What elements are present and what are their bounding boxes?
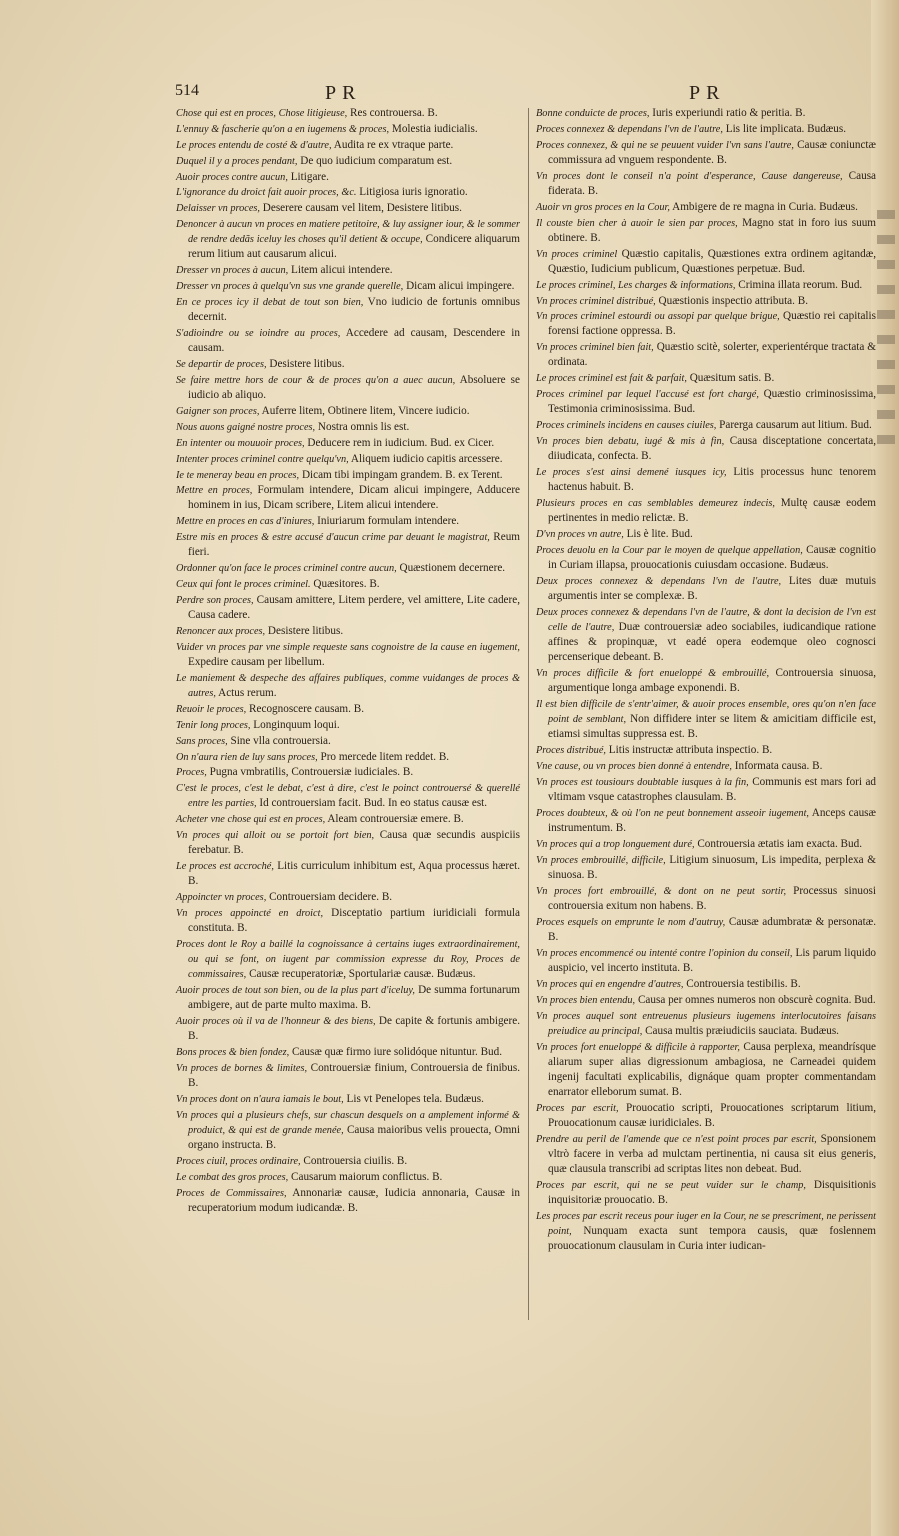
french-headword: Vn proces dont le conseil n'a point d'esperance, Cause dangereuse, xyxy=(536,170,843,182)
dictionary-entry xyxy=(176,781,520,811)
latin-translation: Lis lite implicata. Budæus. xyxy=(725,122,846,135)
latin-translation: Causa multis præiudiciis sauciata. Budæus. xyxy=(645,1024,839,1037)
latin-translation: Litigium sinuosum, Lis impedita, perplexa & sinuosa. B. xyxy=(548,853,876,881)
latin-translation: Annonariæ causæ, Iudicia annonaria, Causæ in recuperatorium modum iudicandæ. B. xyxy=(188,1186,520,1214)
french-headword: Tenir long proces, xyxy=(176,719,251,731)
french-headword: D'vn proces vn autre, xyxy=(536,529,624,541)
latin-translation: Audita re ex vtraque parte. xyxy=(333,138,454,151)
dictionary-entry xyxy=(176,326,520,356)
dictionary-entry xyxy=(176,1045,520,1060)
dictionary-entry xyxy=(176,765,520,780)
latin-translation: Vno iudicio de fortunis omnibus decernit. xyxy=(188,296,520,324)
french-headword: Appoincter vn proces, xyxy=(176,892,267,904)
french-headword: Le combat des gros proces, xyxy=(176,1171,289,1183)
latin-translation: Litis instructæ attributa inspectio. B. xyxy=(608,744,773,757)
french-headword: Estre mis en proces & estre accusé d'aucun crime par deuant le magistrat, xyxy=(176,532,490,544)
latin-translation: Nunquam exacta sunt tempora causis, quæ foslennem prouocationum clausulam in Curia inter iudican- xyxy=(548,1224,876,1252)
latin-translation: Causa fiderata. B. xyxy=(548,169,877,197)
french-headword: Ie te meneray beau en proces, xyxy=(176,469,300,481)
latin-translation: Expedire causam per libellum. xyxy=(188,656,325,668)
dictionary-entry xyxy=(176,718,520,733)
dictionary-entry xyxy=(176,937,520,982)
dictionary-entry xyxy=(536,915,876,945)
french-headword: On n'aura rien de luy sans proces, xyxy=(176,751,318,763)
latin-translation: Pro mercede litem reddet. B. xyxy=(320,750,450,763)
dictionary-entry xyxy=(536,309,876,339)
dictionary-entry xyxy=(176,420,520,435)
french-headword: Le maniement & despeche des affaires publiques, comme vuidanges de proces & autres, xyxy=(176,672,520,699)
dictionary-entry xyxy=(176,201,520,216)
latin-translation: Accedere ad causam, Descendere in causam. xyxy=(188,327,520,355)
dictionary-entry xyxy=(536,496,876,526)
page-number: 514 xyxy=(175,82,199,99)
dictionary-entry xyxy=(536,743,876,758)
french-headword: Le proces est accroché, xyxy=(176,861,274,873)
dictionary-entry xyxy=(176,906,520,936)
french-headword: Proces par escrit, xyxy=(536,1102,619,1114)
latin-translation: Quæsitum satis. B. xyxy=(689,372,775,385)
dictionary-entry xyxy=(176,404,520,419)
french-headword: Plusieurs proces en cas semblables demeurez indecis, xyxy=(536,498,775,510)
french-headword: Proces deuolu en la Cour par le moyen de quelque appellation, xyxy=(536,544,803,556)
french-headword: Il couste bien cher à auoir le sien par proces, xyxy=(536,217,738,229)
french-headword: Proces criminels incidens en causes ciuiles, xyxy=(536,420,717,432)
french-headword: Dresser vn proces à aucun, xyxy=(176,265,289,277)
latin-translation: Auferre litem, Obtinere litem, Vincere iudicio. xyxy=(261,404,470,417)
latin-translation: Actus rerum. xyxy=(218,686,277,699)
latin-translation: Sine vlla controuersia. xyxy=(230,734,331,747)
latin-translation: Controuersia ciuilis. B. xyxy=(303,1154,408,1167)
dictionary-entry xyxy=(176,483,520,513)
right-column xyxy=(536,106,876,1255)
french-headword: Proces de Commissaires, xyxy=(176,1187,287,1199)
latin-translation: Quæstionis inspectio attributa. B. xyxy=(658,294,809,307)
dictionary-entry xyxy=(176,1014,520,1044)
dictionary-entry xyxy=(176,1170,520,1185)
latin-translation: Causæ quæ firmo iure solidóque nituntur. Bud. xyxy=(291,1046,503,1059)
latin-translation: Quæstionem decernere. xyxy=(399,562,506,575)
latin-translation: Quæstio scitè, solerter, experientérque tractata & ordinata. xyxy=(548,341,876,369)
latin-translation: Aleam controuersiæ emere. B. xyxy=(327,813,464,826)
latin-translation: Quæstio capitalis, Quæstiones extra ordinem agitandæ, Quæstio, Iudicium publicum, Quæstiones perpetuæ. Bud. xyxy=(548,247,876,275)
latin-translation: De summa fortunarum ambigere, aut de parte multo maxima. B. xyxy=(188,984,520,1012)
french-headword: Denoncer à aucun vn proces en matiere petitoire, & luy assigner iour, & le sommer de rendre dedãs iceluy les choses qu'il detient & occupe, xyxy=(176,219,520,246)
latin-translation: Causam amittere, Litem perdere, vel amittere, Lite cadere, Causa cadere. xyxy=(188,594,520,622)
latin-translation: Iniuriarum formulam intendere. xyxy=(317,515,460,528)
latin-translation: Desistere litibus. xyxy=(267,625,344,638)
french-headword: Proces esquels on emprunte le nom d'autruy, xyxy=(536,916,726,928)
latin-translation: Molestia iudicialis. xyxy=(391,122,478,135)
french-headword: Le proces s'est ainsi demené iusques icy, xyxy=(536,467,727,479)
dictionary-entry xyxy=(176,514,520,529)
french-headword: Deux proces connexez & dependans l'vn de l'autre, xyxy=(536,575,782,587)
latin-translation: Causa maioribus velis prouecta, Omni organo instructa. B. xyxy=(188,1123,520,1152)
dictionary-entry xyxy=(536,837,876,852)
dictionary-entry xyxy=(536,1209,876,1254)
french-headword: Mettre en proces, xyxy=(176,485,253,497)
dictionary-entry xyxy=(536,138,876,168)
dictionary-entry xyxy=(176,373,520,403)
latin-translation: Controuersiam decidere. B. xyxy=(269,891,393,904)
dictionary-entry xyxy=(536,527,876,542)
dictionary-entry xyxy=(536,1178,876,1208)
dictionary-entry xyxy=(536,465,876,495)
dictionary-entry xyxy=(536,434,876,464)
french-headword: Auoir proces contre aucun, xyxy=(176,171,288,183)
dictionary-entry xyxy=(176,452,520,467)
french-headword: Nous auons gaigné nostre proces, xyxy=(176,421,316,433)
latin-translation: Causæ cognitio in Curiam illapsa, prouocationis cuiusdam occasione. Budæus. xyxy=(548,543,877,572)
french-headword: Vn proces embrouillé, difficile, xyxy=(536,854,666,866)
dictionary-entry xyxy=(536,666,876,696)
dictionary-entry xyxy=(536,697,876,742)
latin-translation: Recognoscere causam. B. xyxy=(249,702,364,715)
running-head-left: PR xyxy=(325,82,362,104)
latin-translation: Formulam intendere, Dicam alicui impingere, Adducere hominem in ius, Dicam scribere, Litem alicui intendere. xyxy=(188,484,521,512)
french-headword: Sans proces, xyxy=(176,735,228,747)
french-headword: Proces connexez, & qui ne se peuuent vuider l'vn sans l'autre, xyxy=(536,139,794,151)
latin-translation: Iuris experiundi ratio & peritia. B. xyxy=(652,107,806,119)
french-headword: Bons proces & bien fondez, xyxy=(176,1047,290,1059)
dictionary-entry xyxy=(176,593,520,623)
latin-translation: Controuersia sinuosa, argumentique longa ambage exponendi. B. xyxy=(548,667,876,695)
dictionary-entry xyxy=(536,294,876,309)
dictionary-entry xyxy=(536,543,876,573)
latin-translation: Litis curriculum inhibitum est, Aqua processus hæret. B. xyxy=(188,860,521,888)
latin-translation: Causa quæ secundis auspiciis ferebatur. B. xyxy=(188,829,521,857)
dictionary-entry xyxy=(536,759,876,774)
latin-translation: Res controuersa. B. xyxy=(350,107,438,119)
dictionary-entry xyxy=(176,295,520,325)
dictionary-entry xyxy=(176,106,520,121)
dictionary-entry xyxy=(536,993,876,1008)
dictionary-entry xyxy=(176,828,520,858)
french-headword: Vuider vn proces par vne simple requeste sans cognoistre de la cause en iugement, xyxy=(176,641,520,653)
french-headword: Reuoir le proces, xyxy=(176,703,247,715)
latin-translation: Litem alicui intendere. xyxy=(291,264,393,277)
french-headword: Vn proces qui alloit ou se portoit fort bien, xyxy=(176,830,375,842)
french-headword: Vn proces criminel distribué, xyxy=(536,295,656,307)
latin-translation: Duæ controuersiæ adeo sociabiles, iudicandique ratione affines & propinquæ, vt eadé opera eodemque oleo cognosci percenserique debeant. B. xyxy=(548,621,876,664)
french-headword: Ceux qui font le proces criminel. xyxy=(176,579,311,591)
latin-translation: Desistere litibus. xyxy=(269,358,345,371)
french-headword: Proces ciuil, proces ordinaire, xyxy=(176,1155,301,1167)
french-headword: Proces distribué, xyxy=(536,745,606,757)
dictionary-entry xyxy=(536,1009,876,1039)
dictionary-entry xyxy=(176,671,520,701)
latin-translation: Magno stat in foro ius suum obtinere. B. xyxy=(548,216,877,244)
dictionary-entry xyxy=(536,169,876,199)
dictionary-entry xyxy=(176,734,520,749)
french-headword: Vn proces qui a trop longuement duré, xyxy=(536,838,695,850)
french-headword: Vn proces est tousiours doubtable iusques à la fin, xyxy=(536,776,749,788)
dictionary-entry xyxy=(536,371,876,386)
dictionary-entry xyxy=(176,750,520,765)
french-headword: Ordonner qu'on face le proces criminel contre aucun, xyxy=(176,563,397,575)
latin-translation: Processus sinuosi controuersia exitum non habens. B. xyxy=(548,884,876,912)
french-headword: Vn proces appoincté en droict, xyxy=(176,908,324,920)
dictionary-entry xyxy=(536,1132,876,1177)
latin-translation: Nostra omnis lis est. xyxy=(317,420,410,433)
french-headword: Vn proces bien entendu, xyxy=(536,994,636,1006)
french-headword: Vn proces bien debatu, iugé & mis à fin, xyxy=(536,436,725,448)
latin-translation: Parerga causarum aut litium. Bud. xyxy=(719,419,872,432)
french-headword: Auoir proces de tout son bien, ou de la plus part d'iceluy, xyxy=(176,985,415,997)
french-headword: Vn proces de bornes & limites, xyxy=(176,1062,308,1074)
latin-translation: Dicam alicui impingere. xyxy=(406,280,515,293)
french-headword: Proces criminel par lequel l'accusé est fort chargé, xyxy=(536,389,759,401)
dictionary-entry xyxy=(536,106,876,121)
latin-translation: Causarum maiorum conflictus. B. xyxy=(291,1170,443,1183)
latin-translation: Litigiosa iuris ignoratio. xyxy=(359,186,468,199)
french-headword: Auoir proces où il va de l'honneur & des biens, xyxy=(176,1016,376,1028)
latin-translation: Non diffidere inter se litem & amicitiam difficile est, etiamsi simultas suppressa est. B. xyxy=(548,713,877,741)
latin-translation: Causa perplexa, meandrísque aliarum super alias digressionum ambagiosa, ne Carneadei quidem ingenij facultati explicabilis, dignáque quam propter commentandam enarrator elleborum sumat. B. xyxy=(548,1040,877,1098)
french-headword: Vn proces criminel xyxy=(536,248,618,260)
dictionary-entry xyxy=(176,1061,520,1091)
french-headword: Renoncer aux proces, xyxy=(176,626,266,638)
dictionary-entry xyxy=(176,530,520,560)
latin-translation: Ambigere de re magna in Curia. Budæus. xyxy=(672,200,858,213)
dictionary-entry xyxy=(536,884,876,914)
facing-page-text-fragments xyxy=(877,210,895,460)
dictionary-entry xyxy=(176,1186,520,1216)
french-headword: Vn proces auquel sont entreuenus plusieurs iugemens interlocutoires faisans preiudice au principal, xyxy=(536,1010,876,1037)
column-divider xyxy=(528,108,529,1320)
dictionary-entry xyxy=(176,702,520,717)
french-headword: Vn proces difficile & fort enueloppé & embrouillé, xyxy=(536,668,770,680)
dictionary-entry xyxy=(536,605,876,665)
latin-translation: Lis è lite. Bud. xyxy=(626,528,693,541)
latin-translation: Disceptatio partium iuridiciali formula constituta. B. xyxy=(188,907,521,935)
dictionary-entry xyxy=(176,170,520,185)
dictionary-entry xyxy=(176,217,520,262)
latin-translation: Crimina illata reorum. Bud. xyxy=(738,278,863,291)
french-headword: Le proces criminel est fait & parfait, xyxy=(536,373,687,385)
french-headword: Perdre son proces, xyxy=(176,595,254,607)
latin-translation: Lis parum liquido auspicio, vel incerto instituta. B. xyxy=(548,946,877,974)
latin-translation: Absoluere se iudicio ab aliquo. xyxy=(188,373,520,402)
french-headword: Vn proces qui en engendre d'autres, xyxy=(536,978,684,990)
dictionary-entry xyxy=(176,263,520,278)
latin-translation: Anceps causæ instrumentum. B. xyxy=(548,806,876,835)
french-headword: Duquel il y a proces pendant, xyxy=(176,155,298,167)
french-headword: Gaigner son proces, xyxy=(176,405,260,417)
french-headword: Proces par escrit, qui ne se peut vuider sur le champ, xyxy=(536,1179,806,1191)
dictionary-entry xyxy=(536,247,876,277)
french-headword: Vn proces criminel estourdi ou assopi par quelque brigue, xyxy=(536,311,780,323)
french-headword: L'ennuy & fascherie qu'on a en iugemens & proces, xyxy=(176,123,390,135)
latin-translation: Id controuersiam facit. Bud. In eo status causæ est. xyxy=(259,797,488,810)
french-headword: L'ignorance du droict fait auoir proces, &c. xyxy=(176,187,357,199)
dictionary-entry xyxy=(176,279,520,294)
latin-translation: Aliquem iudicio capitis arcessere. xyxy=(350,452,503,465)
latin-translation: Deserere causam vel litem, Desistere litibus. xyxy=(262,202,462,215)
french-headword: Vn proces qui a plusieurs chefs, sur chascun desquels on a amplement informé & produict, & qui est de grande menée, xyxy=(176,1109,520,1136)
dictionary-entry xyxy=(176,468,520,483)
latin-translation: Controuersia testibilis. B. xyxy=(686,977,801,990)
french-headword: Proces connexez & dependans l'vn de l'autre, xyxy=(536,123,723,135)
dictionary-entry xyxy=(536,122,876,137)
latin-translation: Quæstio rei capitalis forensi factione oppressa. B. xyxy=(548,310,876,338)
latin-translation: Dicam tibi impingam grandem. B. ex Terent. xyxy=(301,468,503,481)
dictionary-entry xyxy=(536,1101,876,1131)
latin-translation: De capite & fortunis ambigere. B. xyxy=(188,1015,520,1043)
latin-translation: Quæstio criminosissima, Testimonia criminosissima. Bud. xyxy=(548,388,877,416)
latin-translation: Quæsitores. B. xyxy=(313,578,380,591)
dictionary-entry xyxy=(176,859,520,889)
dictionary-entry xyxy=(536,200,876,215)
french-headword: En intenter ou mouuoir proces, xyxy=(176,437,305,449)
dictionary-entry xyxy=(536,977,876,992)
dictionary-entry xyxy=(176,436,520,451)
french-headword: Vn proces criminel bien fait, xyxy=(536,342,654,354)
dictionary-entry xyxy=(176,1092,520,1107)
dictionary-entry xyxy=(176,1154,520,1169)
french-headword: S'adioindre ou se ioindre au proces, xyxy=(176,328,341,340)
french-headword: Mettre en proces en cas d'iniures, xyxy=(176,516,315,528)
dictionary-entry xyxy=(176,138,520,153)
french-headword: Deux proces connexez & dependans l'vn de l'autre, & dont la decision de l'vn est celle de l'autre, xyxy=(536,606,876,634)
dictionary-entry xyxy=(176,561,520,576)
latin-translation: De quo iudicium comparatum est. xyxy=(300,154,453,167)
dictionary-entry xyxy=(176,577,520,592)
latin-translation: Controuersia ætatis iam exacta. Bud. xyxy=(697,837,862,850)
latin-translation: Condicere aliquarum rerum litium aut causarum alicui. xyxy=(188,233,520,261)
french-headword: Vn proces encommencé ou intenté contre l'opinion du conseil, xyxy=(536,947,793,959)
dictionary-entry xyxy=(536,278,876,293)
latin-translation: Lis vt Penelopes tela. Budæus. xyxy=(346,1092,484,1105)
dictionary-entry xyxy=(536,216,876,246)
latin-translation: Causæ coniunctæ commissura ad vnguem respondente. B. xyxy=(548,138,877,166)
french-headword: Se faire mettre hors de cour & de proces qu'on a auec aucun, xyxy=(176,374,456,386)
french-headword: Vn proces dont on n'aura iamais le bout, xyxy=(176,1093,344,1105)
dictionary-entry xyxy=(176,154,520,169)
latin-translation: Deducere rem in iudicium. Bud. ex Cicer. xyxy=(307,436,495,449)
dictionary-entry xyxy=(176,185,520,200)
latin-translation: Pugna vmbratilis, Controuersiæ iudiciales. B. xyxy=(209,766,414,779)
latin-translation: Longinquum loqui. xyxy=(253,718,340,731)
french-headword: Proces, xyxy=(176,767,207,779)
latin-translation: Causa disceptatione concertata, diiudicata, confecta. B. xyxy=(548,435,876,463)
dictionary-entry xyxy=(536,775,876,805)
french-headword: Delaisser vn proces, xyxy=(176,203,260,215)
latin-translation: Causæ adumbratæ & personatæ. B. xyxy=(548,915,877,943)
running-head-right: PR xyxy=(689,82,726,104)
french-headword: Les proces par escrit receus pour iuger en la Cour, ne se prescriment, ne perissent point, xyxy=(536,1210,876,1237)
dictionary-entry xyxy=(176,890,520,905)
dictionary-entry xyxy=(536,574,876,604)
dictionary-entry xyxy=(176,122,520,137)
latin-translation: Multę causæ eodem pertinentes in medio relictæ. B. xyxy=(548,497,877,525)
french-headword: Vn proces fort embrouillé, & dont on ne peut sortir, xyxy=(536,885,787,897)
dictionary-entry xyxy=(176,983,520,1013)
dictionary-entry xyxy=(176,1108,520,1153)
french-headword: Proces dont le Roy a baillé la cognoissance à certains iuges extraordinairement, ou qui se font, on iugent par commission expresse du Roy, Proces de commissaires, xyxy=(176,939,520,981)
dictionary-entry xyxy=(176,640,520,670)
latin-translation: Sponsionem vltrò facere in verba ad mulctam pertinentia, ni causa sit eius generis, quæ clausula transcribi ad scriptas lites non debeat. Bud. xyxy=(548,1132,876,1175)
dictionary-entry xyxy=(536,418,876,433)
french-headword: Le proces criminel, Les charges & informations, xyxy=(536,279,736,291)
dictionary-entry xyxy=(536,853,876,883)
latin-translation: Controuersiæ finium, Controuersia de finibus. B. xyxy=(188,1061,521,1090)
latin-translation: Litigare. xyxy=(290,170,329,183)
french-headword: Intenter proces criminel contre quelqu'vn, xyxy=(176,453,349,465)
latin-translation: Communis est mars fori ad vltimam vsque catastrophes clausulam. B. xyxy=(548,775,877,804)
dictionary-entry xyxy=(536,340,876,370)
dictionary-entry xyxy=(176,812,520,827)
dictionary-entry xyxy=(176,624,520,639)
french-headword: En ce proces icy il debat de tout son bien, xyxy=(176,297,364,309)
left-column xyxy=(176,106,520,1217)
french-headword: Auoir vn gros proces en la Cour, xyxy=(536,201,670,213)
french-headword: Il est bien difficile de s'entr'aimer, & auoir proces ensemble, ores qu'on n'en face point de semblant, xyxy=(536,699,876,726)
french-headword: Vn proces fort enueloppé & difficile à rapporter, xyxy=(536,1041,740,1053)
dictionary-entry xyxy=(536,1040,876,1100)
latin-translation: Informata causa. B. xyxy=(734,760,823,773)
french-headword: Bonne conduicte de proces, xyxy=(536,108,650,119)
french-headword: Le proces entendu de costé & d'autre, xyxy=(176,139,332,151)
french-headword: Dresser vn proces à quelqu'vn sus vne grande querelle, xyxy=(176,281,404,293)
dictionary-entry xyxy=(536,387,876,417)
latin-translation: Reum fieri. xyxy=(188,531,520,559)
french-headword: Se departir de proces, xyxy=(176,359,267,371)
latin-translation: Litis processus hunc tenorem hactenus habuit. B. xyxy=(548,466,877,494)
french-headword: C'est le proces, c'est le debat, c'est à dire, c'est le poinct controuersé & querellé entre les parties, xyxy=(176,783,520,810)
french-headword: Prendre au peril de l'amende que ce n'est point proces par escrit, xyxy=(536,1133,817,1145)
latin-translation: Disquisitionis inquisitoriæ prouocatio. B. xyxy=(548,1178,876,1206)
french-headword: Proces doubteux, & où l'on ne peut bonnement asseoir iugement, xyxy=(536,807,810,819)
french-headword: Chose qui est en proces, Chose litigieuse, xyxy=(176,108,348,119)
latin-translation: Causæ recuperatoriæ, Sportulariæ causæ. Budæus. xyxy=(249,968,476,981)
dictionary-entry xyxy=(176,357,520,372)
dictionary-entry xyxy=(536,946,876,976)
dictionary-entry xyxy=(536,806,876,836)
latin-translation: Lites duæ mutuis argumentis inter se complexæ. B. xyxy=(548,574,877,603)
latin-translation: Prouocatio scripti, Prouocationes scriptarum litium, Prouocationum causæ iuridiciales. B. xyxy=(548,1101,876,1129)
french-headword: Vne cause, ou vn proces bien donné à entendre, xyxy=(536,761,732,773)
latin-translation: Causa per omnes numeros non obscurè cognita. Bud. xyxy=(637,993,876,1006)
french-headword: Acheter vne chose qui est en proces, xyxy=(176,814,326,826)
